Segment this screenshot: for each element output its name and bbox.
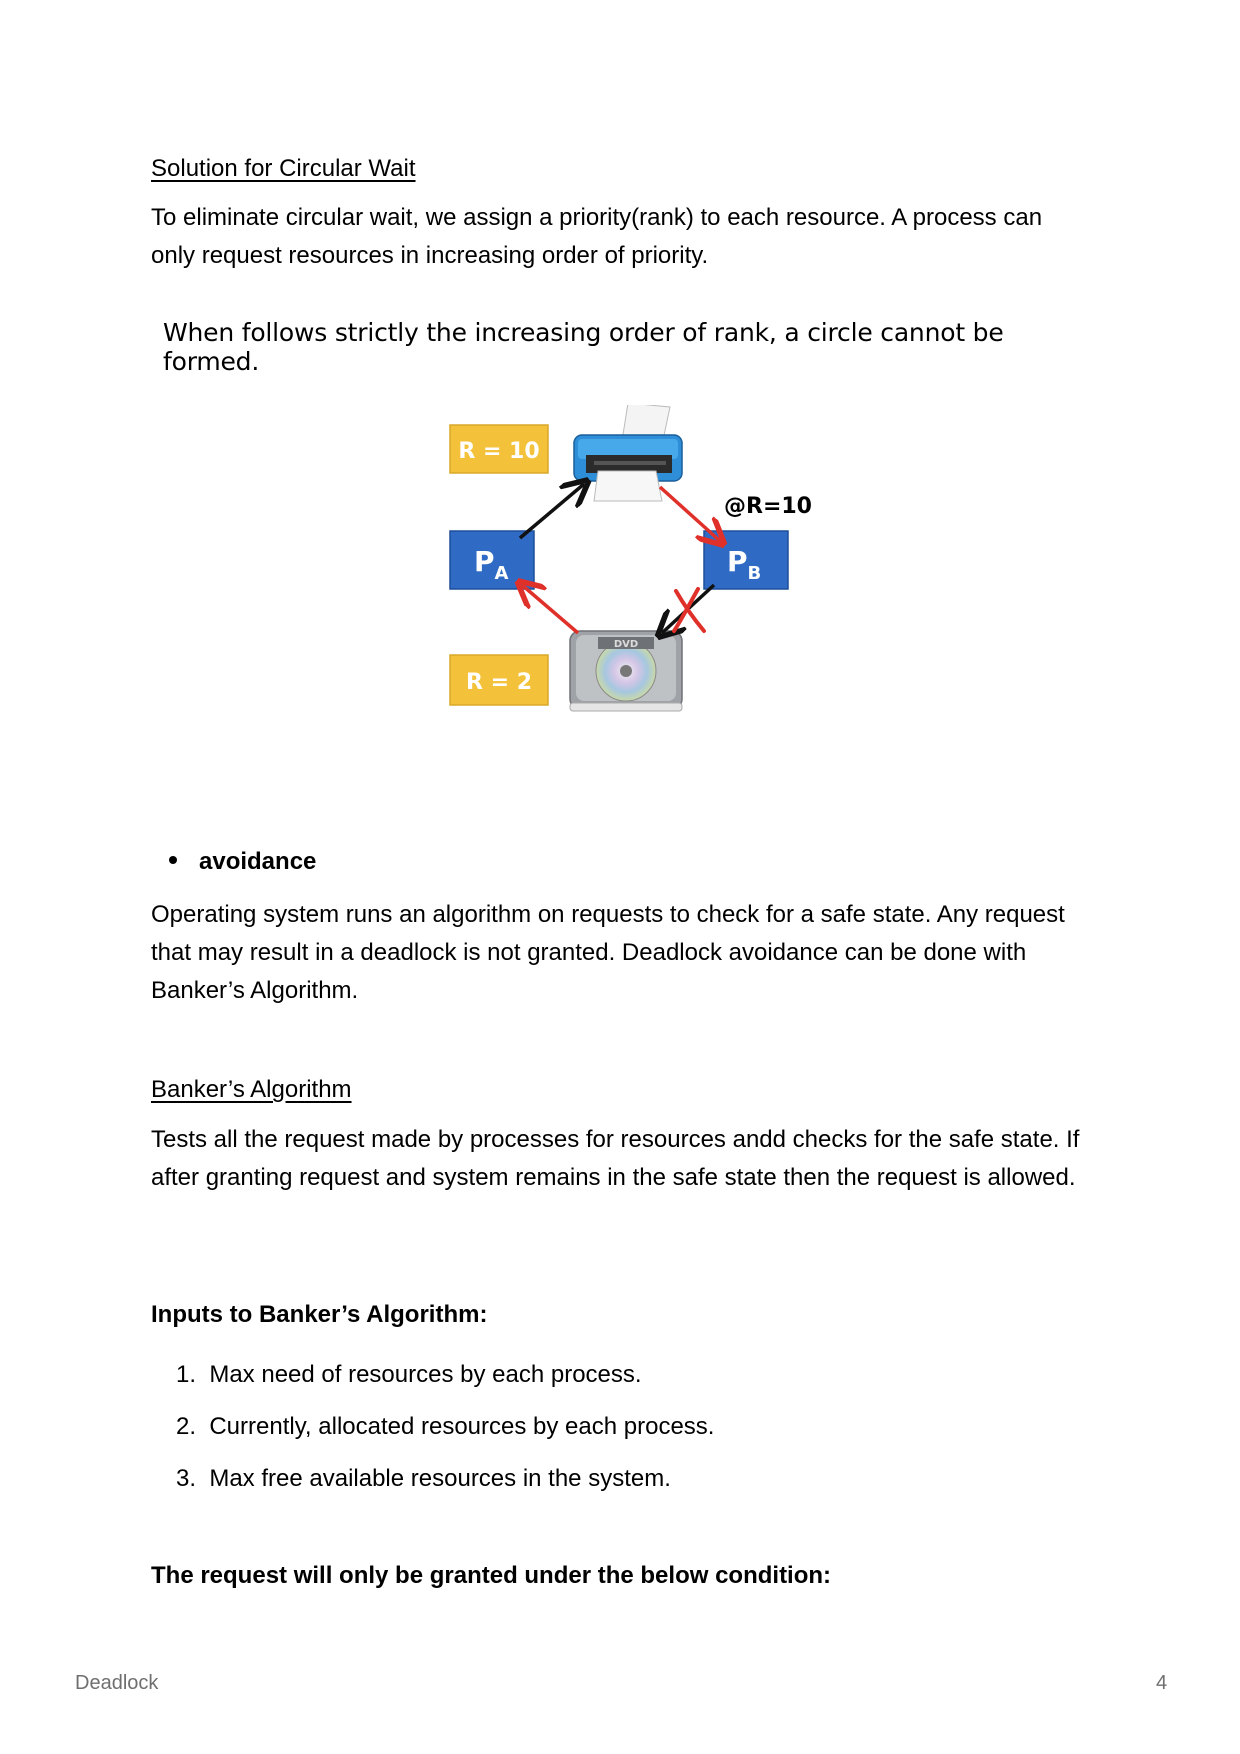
rank-top-label: R = 10 [458,439,540,464]
section-heading-bankers: Banker’s Algorithm [151,1076,352,1103]
list-item [151,1460,714,1512]
list-text: Currently, allocated resources by each process. [209,1413,715,1440]
avoidance-paragraph: Operating system runs an algorithm on requests to check for a safe state. Any request that may result in a deadlock is not granted. Deadlock avoidance can be done with Banker’s Algorithm. [151,901,1065,1004]
process-b-subscript: B [747,563,762,584]
bullet-icon [169,856,177,864]
process-a-subscript: A [494,563,509,584]
section-heading-circular-wait: Solution for Circular Wait [151,155,416,182]
circular-wait-paragraph: To eliminate circular wait, we assign a priority(rank) to each resource. A process can only request resources in increasing order of priority. [151,204,1043,269]
arrow-pa-to-printer [520,484,584,538]
circular-wait-diagram [448,405,828,715]
list-text: Max need of resources by each process. [209,1361,642,1388]
bullet-avoidance [169,848,316,876]
page-number: 4 [1156,1672,1168,1694]
bankers-paragraph: Tests all the request made by processes for resources andd checks for the safe state. If after granting request and system remains in the safe state then the request is allowed. [151,1126,1080,1191]
inputs-heading: Inputs to Banker’s Algorithm: [151,1301,488,1328]
list-number: 3. [175,1465,196,1492]
dvd-label: DVD [613,639,639,650]
annotation-label: @R=10 [724,494,812,519]
rank-box-top [450,425,548,473]
list-text: Max free available resources in the system. [209,1465,671,1492]
blocked-x-icon [674,589,704,631]
bullet-label: avoidance [199,848,317,875]
list-number: 1. [175,1361,196,1388]
printer-icon [574,405,682,501]
process-a-label: P [474,545,495,578]
rank-box-bottom [450,655,548,705]
dvd-drive-icon [570,631,682,711]
rank-bottom-label: R = 2 [466,670,532,695]
footer-title: Deadlock [75,1672,159,1694]
condition-heading: The request will only be granted under the below condition: [151,1562,832,1589]
arrow-printer-to-pb [660,487,720,541]
list-item [151,1356,714,1408]
list-number: 2. [175,1413,196,1440]
inputs-list [151,1356,714,1512]
list-item [151,1408,714,1460]
process-box-a [450,531,534,589]
process-b-label: P [727,545,748,578]
diagram-caption: When follows strictly the increasing order of rank, a circle cannot be formed. [163,318,1004,376]
arrow-dvd-to-pa [522,585,578,633]
